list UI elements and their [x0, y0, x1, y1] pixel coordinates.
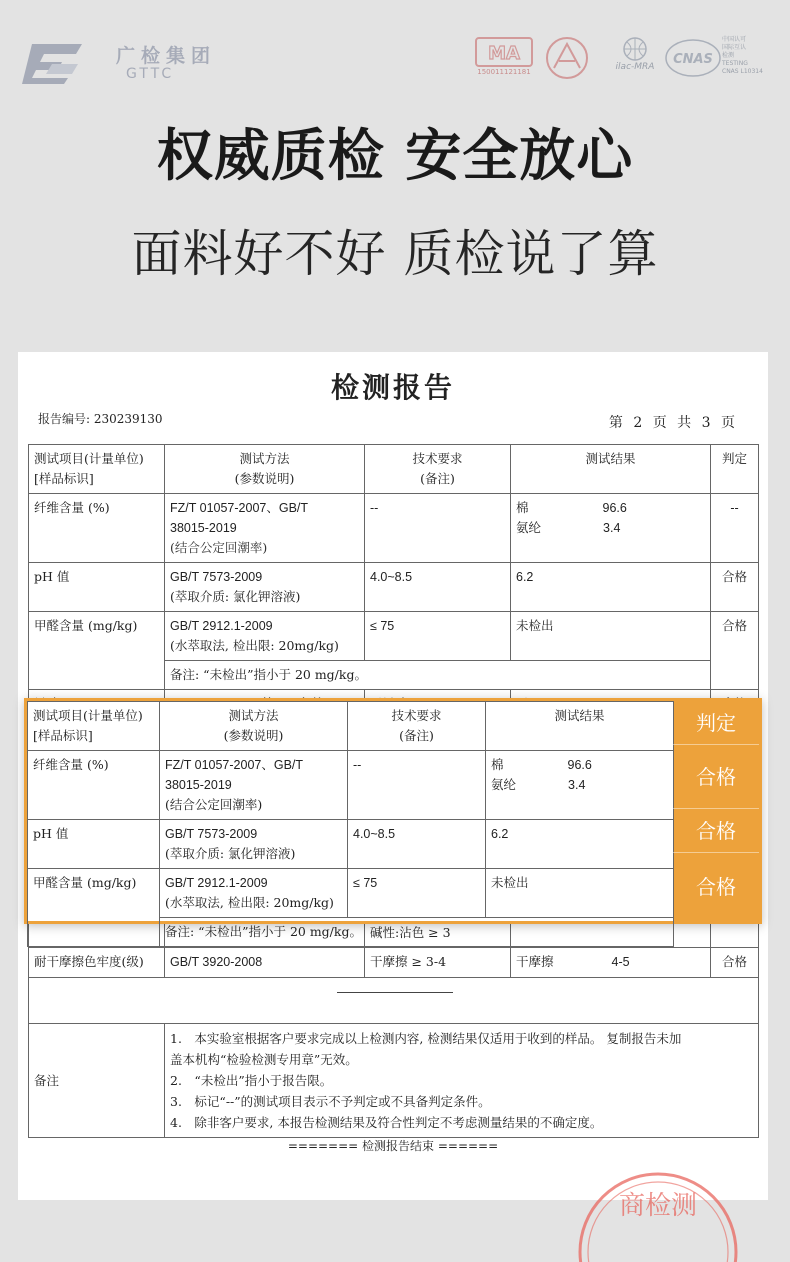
header-requirement: 技术要求 (备注): [348, 702, 486, 751]
ph-item: pH 值: [29, 563, 165, 612]
ph-method: GB/T 7573-2009 (萃取介质: 氯化钾溶液): [160, 820, 348, 869]
ph-requirement: 4.0~8.5: [348, 820, 486, 869]
remark-line: 3. 标记“--”的测试项目表示不予判定或不具备判定条件。: [170, 1094, 491, 1109]
divider-row: [29, 978, 759, 1024]
short-divider: [337, 992, 453, 993]
cma-logo-icon: [474, 36, 534, 68]
header-result: 测试结果: [511, 445, 711, 494]
table-row: [29, 563, 759, 612]
verdict-header: 判定: [673, 701, 759, 745]
formaldehyde-method: GB/T 2912.1-2009 (水萃取法, 检出限: 20mg/kg): [165, 612, 365, 661]
rubbing-requirement: 干摩擦 ≥ 3-4: [365, 948, 511, 978]
formaldehyde-item: 甲醛含量 (mg/kg): [28, 869, 160, 947]
header-method: 测试方法 (参数说明): [165, 445, 365, 494]
report-end-line: ======= 检测报告结束 ======: [287, 1139, 499, 1153]
table-row: [28, 751, 674, 820]
verdict-ph: 合格: [673, 809, 759, 853]
ph-result: 6.2: [486, 820, 674, 869]
remark-line: 1. 本实验室根据客户要求完成以上检测内容, 检测结果仅适用于收到的样品。 复制报告未加: [170, 1031, 682, 1046]
fiber-method: FZ/T 01057-2007、GB/T 38015-2019 (结合公定回潮率): [165, 494, 365, 563]
cnas-label: CNAS: [673, 52, 713, 67]
report-page-info: 第 2 页 共 3 页: [608, 415, 738, 431]
fiber-result: 棉 96.6 氨纶 3.4: [511, 494, 711, 563]
remarks-row: [29, 1024, 759, 1138]
alkali-requirement: 碱性:沾色 ≥ 3: [365, 919, 511, 948]
headline-secondary: 面料好不好 质检说了算: [131, 225, 659, 283]
table-row: [28, 820, 674, 869]
ilac-logo-icon: [610, 36, 660, 62]
formaldehyde-note: 备注: “未检出”指小于 20 mg/kg。: [165, 661, 711, 690]
brand-name-en: GTTC: [126, 66, 175, 82]
verdict-column: [673, 701, 759, 921]
table-row: [29, 612, 759, 661]
table-row: [29, 978, 759, 1024]
ph-method: GB/T 7573-2009 (萃取介质: 氯化钾溶液): [165, 563, 365, 612]
seal-text: 商检测: [618, 1191, 698, 1221]
headline-primary: 权威质检 安全放心: [156, 124, 634, 189]
table-row: [29, 948, 759, 978]
verdict-formaldehyde: 合格: [696, 875, 736, 899]
ilac-label: ilac-MRA: [615, 62, 655, 72]
table-row: [29, 494, 759, 563]
fiber-requirement: --: [348, 751, 486, 820]
table-header-row: [28, 702, 674, 751]
remarks-label: 备注: [29, 1024, 165, 1138]
inspection-seal-icon: [578, 1142, 738, 1262]
ph-result: 6.2: [511, 563, 711, 612]
gttc-logo: [22, 38, 222, 86]
formaldehyde-requirement: ≤ 75: [365, 612, 511, 661]
table-row: [28, 869, 674, 918]
formaldehyde-result: 未检出: [511, 612, 711, 661]
formaldehyde-note: 备注: “未检出”指小于 20 mg/kg。: [160, 918, 674, 947]
fiber-verdict: --: [711, 494, 759, 563]
remark-line: 2. “未检出”指小于报告限。: [170, 1073, 333, 1088]
cnas-cert: [664, 36, 774, 82]
table-header-row: [29, 445, 759, 494]
gttc-logo-mark-icon: [22, 40, 84, 84]
cal-cert: [542, 34, 592, 84]
header-result: 测试结果: [486, 702, 674, 751]
report-title: 检测报告: [330, 371, 455, 404]
cma-cert: [474, 36, 534, 84]
ph-item: pH 值: [28, 820, 160, 869]
formaldehyde-result: 未检出: [486, 869, 674, 918]
rubbing-verdict: 合格: [711, 948, 759, 978]
formaldehyde-method: GB/T 2912.1-2009 (水萃取法, 检出限: 20mg/kg): [160, 869, 348, 918]
rubbing-result: 干摩擦 4-5: [511, 948, 711, 978]
fiber-item: 纤维含量 (%): [28, 751, 160, 820]
header-verdict: 判定: [711, 445, 759, 494]
remark-line: 4. 除非客户要求, 本报告检测结果及符合性判定不考虑测量结果的不确定度。: [170, 1115, 603, 1130]
header-item: 测试项目(计量单位) [样品标识]: [29, 445, 165, 494]
header-item: 测试项目(计量单位) [样品标识]: [28, 702, 160, 751]
remarks-content: [165, 1024, 759, 1138]
fiber-item: 纤维含量 (%): [29, 494, 165, 563]
fiber-requirement: --: [365, 494, 511, 563]
formaldehyde-item: 甲醛含量 (mg/kg): [29, 612, 165, 690]
ph-verdict: 合格: [711, 563, 759, 612]
report-number: 报告编号: 230239130: [38, 412, 163, 426]
fiber-result: 棉 96.6 氨纶 3.4: [486, 751, 674, 820]
remark-line: 盖本机构“检验检测专用章”无效。: [170, 1052, 358, 1067]
cnas-small-text: 中国认可 国际互认 检测 TESTING CNAS L10314: [722, 36, 763, 75]
header-requirement: 技术要求 (备注): [365, 445, 511, 494]
header-method: 测试方法 (参数说明): [160, 702, 348, 751]
rubbing-item: 耐干摩擦色牢度(级): [29, 948, 165, 978]
formaldehyde-verdict: 合格: [711, 612, 759, 690]
rubbing-method: GB/T 3920-2008: [165, 948, 365, 978]
cma-number: 150011121181: [477, 68, 531, 76]
verdict-fiber: 合格: [673, 745, 759, 809]
fiber-method: FZ/T 01057-2007、GB/T 38015-2019 (结合公定回潮率): [160, 751, 348, 820]
ph-requirement: 4.0~8.5: [365, 563, 511, 612]
brand-name-cn: 广检集团: [116, 45, 217, 67]
results-table: [28, 444, 759, 719]
highlight-table: [27, 701, 674, 947]
ilac-cert: [610, 36, 660, 80]
svg-text:MA: MA: [488, 43, 520, 64]
cnas-logo-icon: [664, 36, 722, 82]
results-table-lower: [28, 918, 759, 1138]
formaldehyde-requirement: ≤ 75: [348, 869, 486, 918]
cal-logo-icon: [542, 34, 592, 84]
